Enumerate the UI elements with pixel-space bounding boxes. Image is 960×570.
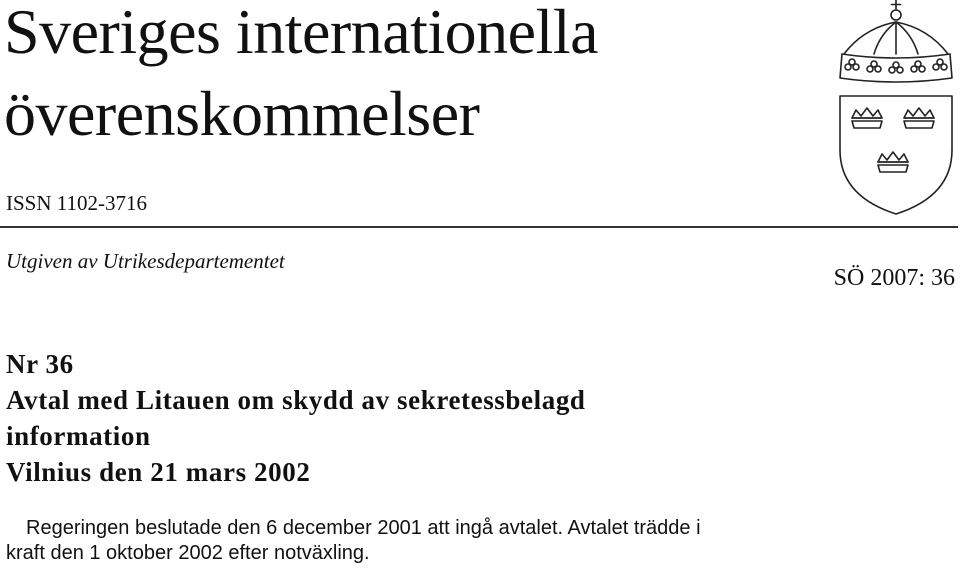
header-divider — [0, 226, 958, 228]
series-number: SÖ 2007: 36 — [833, 265, 955, 291]
publisher-line: Utgiven av Utrikesdepartementet — [6, 249, 285, 273]
agreement-title-line-1: Avtal med Litauen om skydd av sekretessbelagd — [6, 385, 586, 415]
agreement-title-line-2: information — [6, 421, 151, 451]
agreement-heading — [6, 346, 586, 490]
body-line-2: kraft den 1 oktober 2002 efter notväxling. — [6, 542, 370, 564]
publication-title-line-2: överenskommelser — [4, 78, 480, 149]
issn-number: ISSN 1102-3716 — [6, 191, 147, 215]
agreement-place-date: Vilnius den 21 mars 2002 — [6, 457, 311, 487]
publication-title-line-1: Sveriges internationella — [4, 0, 599, 67]
agreement-number: Nr 36 — [6, 349, 74, 379]
body-line-1: Regeringen beslutade den 6 december 2001 att ingå avtalet. Avtalet trädde i — [26, 517, 701, 539]
swedish-coat-of-arms-icon — [834, 0, 958, 216]
body-paragraph — [6, 516, 776, 566]
